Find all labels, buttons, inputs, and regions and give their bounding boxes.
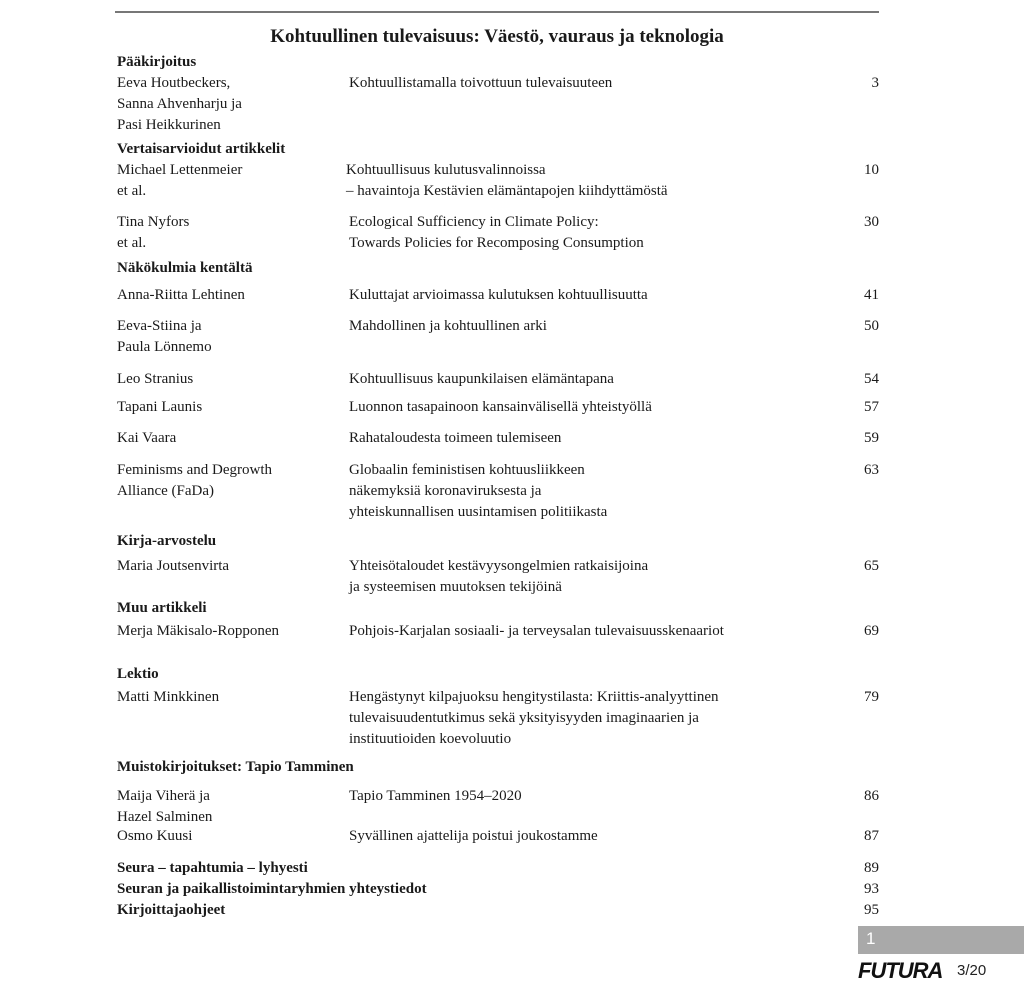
section-heading: Pääkirjoitus	[117, 54, 197, 70]
back-matter-page: 93	[864, 881, 879, 897]
entry-page: 87	[864, 828, 879, 844]
back-matter-page: 95	[864, 902, 879, 918]
entry-author: Maria Joutsenvirta	[117, 558, 230, 574]
entry-title: Luonnon tasapainoon kansainvälisellä yhteistyöllä	[349, 399, 652, 415]
back-matter-title: Seura – tapahtumia – lyhyesti	[117, 860, 308, 876]
entry-title: Kohtuullisuus kulutusvalinnoissa – havaintoja Kestävien elämäntapojen kiihdyttämöstä	[346, 162, 668, 199]
entry-title: Yhteisötaloudet kestävyysongelmien ratkaisijoina ja systeemisen muutoksen tekijöinä	[349, 558, 649, 595]
entry-title: Rahataloudesta toimeen tulemiseen	[349, 430, 562, 446]
entry-title: Kuluttajat arvioimassa kulutuksen kohtuullisuutta	[349, 287, 648, 303]
entry-title: Pohjois-Karjalan sosiaali- ja terveysalan tulevaisuusskenaariot	[349, 623, 724, 639]
entry-title: Hengästynyt kilpajuoksu hengitystilasta: Kriittis-analyyttinen tulevaisuudentutkimus sekä yksityisyyden imaginaarien ja instituutioiden koevoluutio	[349, 689, 719, 747]
section-heading: Vertaisarvioidut artikkelit	[117, 141, 286, 157]
entry-page: 65	[864, 558, 879, 574]
entry-author: Eeva-Stiina ja Paula Lönnemo	[117, 318, 212, 355]
entry-page: 50	[864, 318, 879, 334]
page-number: 1	[866, 929, 876, 948]
section-heading: Kirja-arvostelu	[117, 533, 217, 549]
entry-author: Maija Viherä ja Hazel Salminen	[117, 788, 213, 825]
page-title: Kohtuullinen tulevaisuus: Väestö, vauraus ja teknologia	[270, 26, 724, 47]
entry-title: Mahdollinen ja kohtuullinen arki	[349, 318, 547, 334]
entry-author: Michael Lettenmeier et al.	[117, 162, 243, 199]
section-heading: Lektio	[117, 666, 159, 682]
entry-author: Eeva Houtbeckers, Sanna Ahvenharju ja Pasi Heikkurinen	[117, 75, 242, 133]
section-heading: Näkökulmia kentältä	[117, 260, 253, 276]
entry-title: Kohtuullisuus kaupunkilaisen elämäntapana	[349, 371, 614, 387]
entry-author: Tina Nyfors et al.	[117, 214, 190, 251]
futura-logo: FUTURA	[858, 958, 943, 983]
entry-title: Globaalin feministisen kohtuusliikkeen näkemyksiä koronaviruksesta ja yhteiskunnallisen uusintamisen politiikasta	[349, 462, 608, 520]
page-number-bar	[858, 926, 1024, 954]
entry-page: 79	[864, 689, 879, 705]
entry-author: Leo Stranius	[117, 371, 194, 387]
entry-title: Tapio Tamminen 1954–2020	[349, 788, 522, 804]
entry-page: 41	[864, 287, 879, 303]
entry-page: 59	[864, 430, 879, 446]
entry-page: 69	[864, 623, 879, 639]
back-matter-page: 89	[864, 860, 879, 876]
back-matter-title: Seuran ja paikallistoimintaryhmien yhteystiedot	[117, 881, 427, 897]
entry-author: Merja Mäkisalo-Ropponen	[117, 623, 280, 639]
section-heading: Muu artikkeli	[117, 600, 207, 616]
entry-title: Kohtuullistamalla toivottuun tulevaisuuteen	[349, 75, 613, 91]
entry-page: 30	[864, 214, 879, 230]
entry-author: Tapani Launis	[117, 399, 203, 415]
top-rule	[115, 11, 879, 13]
entry-title: Ecological Sufficiency in Climate Policy: Towards Policies for Recomposing Consumption	[349, 214, 644, 251]
entry-author: Anna-Riitta Lehtinen	[117, 287, 245, 303]
entry-title: Syvällinen ajattelija poistui joukostamme	[349, 828, 598, 844]
entry-page: 54	[864, 371, 879, 387]
back-matter-title: Kirjoittajaohjeet	[117, 902, 226, 918]
entry-author: Osmo Kuusi	[117, 828, 193, 844]
entry-author: Kai Vaara	[117, 430, 177, 446]
entry-page: 3	[871, 75, 879, 91]
entry-author: Feminisms and Degrowth Alliance (FaDa)	[117, 462, 272, 499]
entry-author: Matti Minkkinen	[117, 689, 220, 705]
section-heading: Muistokirjoitukset: Tapio Tamminen	[117, 759, 354, 775]
entry-page: 57	[864, 399, 879, 415]
entry-page: 86	[864, 788, 879, 804]
entry-page: 10	[864, 162, 879, 178]
entry-page: 63	[864, 462, 879, 478]
issue-number: 3/20	[957, 962, 987, 979]
